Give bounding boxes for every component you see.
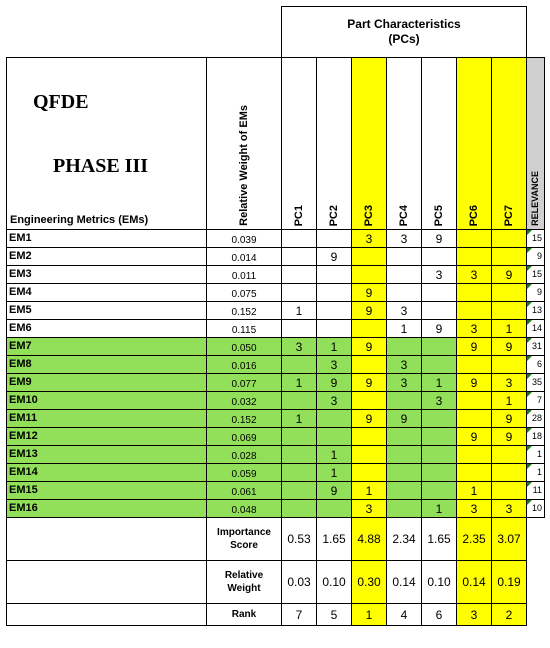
relationship-cell: 3 — [387, 374, 422, 392]
relationship-cell — [492, 446, 527, 464]
relative-weight-value: 0.03 — [282, 561, 317, 604]
relevance-marker — [527, 374, 532, 379]
footer-empty — [527, 561, 545, 604]
relative-weight-header: Relative Weight of EMs — [237, 105, 250, 226]
em-row — [7, 392, 545, 410]
relationship-cell — [282, 446, 317, 464]
em-name: EM10 — [7, 392, 207, 410]
em-weight: 0.039 — [207, 230, 282, 248]
em-name: EM6 — [7, 320, 207, 338]
relationship-cell: 9 — [352, 302, 387, 320]
relationship-cell — [422, 410, 457, 428]
relationship-cell — [422, 356, 457, 374]
footer-blank — [7, 518, 207, 561]
relevance-marker — [527, 302, 532, 307]
relationship-cell: 3 — [457, 320, 492, 338]
rank-value: 1 — [352, 604, 387, 626]
em-name: EM14 — [7, 464, 207, 482]
relationship-cell: 9 — [492, 266, 527, 284]
importance-score-value: 0.53 — [282, 518, 317, 561]
relationship-cell — [352, 446, 387, 464]
relationship-cell: 9 — [352, 284, 387, 302]
pc-label: PC6 — [467, 204, 480, 226]
pc-label: PC4 — [397, 204, 410, 226]
qfde-table — [6, 6, 545, 626]
importance-score-value: 4.88 — [352, 518, 387, 561]
em-name: EM8 — [7, 356, 207, 374]
relevance-cell — [527, 266, 545, 284]
relationship-cell — [352, 356, 387, 374]
relevance-value: 1 — [536, 449, 542, 459]
em-row — [7, 356, 545, 374]
relationship-cell — [457, 302, 492, 320]
relationship-cell: 9 — [492, 428, 527, 446]
relevance-value: 10 — [531, 503, 542, 513]
relative-weight-value: 0.19 — [492, 561, 527, 604]
relationship-cell: 1 — [422, 500, 457, 518]
pc-header-5 — [422, 58, 457, 230]
relationship-cell — [492, 482, 527, 500]
relationship-cell: 1 — [317, 464, 352, 482]
pc-label: PC5 — [432, 204, 445, 226]
em-name: EM16 — [7, 500, 207, 518]
em-name: EM2 — [7, 248, 207, 266]
relevance-cell — [527, 302, 545, 320]
pcs-subtitle: (PCs) — [388, 32, 420, 46]
importance-score-value: 3.07 — [492, 518, 527, 561]
em-row — [7, 338, 545, 356]
relative-weight-value: 0.14 — [387, 561, 422, 604]
relationship-cell — [282, 464, 317, 482]
em-weight: 0.048 — [207, 500, 282, 518]
relationship-cell: 3 — [422, 266, 457, 284]
pc-header-1 — [282, 58, 317, 230]
relationship-cell — [422, 284, 457, 302]
relevance-marker — [527, 446, 532, 451]
relevance-value: 9 — [536, 251, 542, 261]
relationship-cell: 1 — [352, 482, 387, 500]
em-row — [7, 374, 545, 392]
em-weight: 0.014 — [207, 248, 282, 266]
em-weight: 0.077 — [207, 374, 282, 392]
relationship-cell: 1 — [492, 320, 527, 338]
title-cell — [7, 58, 207, 230]
em-name: EM5 — [7, 302, 207, 320]
relevance-value: 11 — [532, 485, 542, 495]
importance-score-value: 1.65 — [317, 518, 352, 561]
em-row — [7, 266, 545, 284]
relevance-marker — [527, 338, 532, 343]
relationship-cell: 1 — [282, 374, 317, 392]
relationship-cell — [282, 500, 317, 518]
em-name: EM12 — [7, 428, 207, 446]
relationship-cell: 1 — [422, 374, 457, 392]
header-row-labels — [7, 58, 545, 230]
em-weight: 0.016 — [207, 356, 282, 374]
engineering-metrics-header: Engineering Metrics (EMs) — [10, 214, 149, 226]
relationship-cell: 3 — [387, 356, 422, 374]
pc-label: PC1 — [292, 204, 305, 226]
relationship-cell — [387, 248, 422, 266]
em-row — [7, 482, 545, 500]
em-row — [7, 500, 545, 518]
relative-weight-header-cell — [207, 58, 282, 230]
relationship-cell — [317, 284, 352, 302]
rank-row — [7, 604, 545, 626]
relationship-cell — [282, 428, 317, 446]
header-row-top — [7, 7, 545, 58]
relationship-cell: 3 — [352, 500, 387, 518]
relevance-value: 1 — [536, 467, 542, 477]
relevance-value: 15 — [531, 233, 542, 243]
qfde-title: QFDE — [33, 91, 89, 113]
relationship-cell: 9 — [352, 338, 387, 356]
relationship-cell — [422, 338, 457, 356]
relationship-cell: 3 — [317, 392, 352, 410]
pc-header-3 — [352, 58, 387, 230]
relationship-cell — [387, 446, 422, 464]
relationship-cell — [317, 320, 352, 338]
blank-corner — [7, 7, 207, 58]
relationship-cell — [457, 446, 492, 464]
rank-value: 7 — [282, 604, 317, 626]
em-name: EM4 — [7, 284, 207, 302]
relevance-cell — [527, 248, 545, 266]
pc-header-4 — [387, 58, 422, 230]
em-row — [7, 302, 545, 320]
relationship-cell: 1 — [457, 482, 492, 500]
relevance-cell — [527, 356, 545, 374]
relationship-cell — [457, 464, 492, 482]
pc-label: PC3 — [362, 204, 375, 226]
relevance-marker — [527, 230, 532, 235]
relative-weight-value: 0.10 — [422, 561, 457, 604]
em-name: EM3 — [7, 266, 207, 284]
relevance-marker — [527, 284, 532, 289]
em-weight: 0.115 — [207, 320, 282, 338]
relevance-marker — [527, 428, 532, 433]
relationship-cell: 1 — [317, 338, 352, 356]
relationship-cell — [352, 320, 387, 338]
rank-value: 6 — [422, 604, 457, 626]
relationship-cell — [422, 248, 457, 266]
relationship-cell: 3 — [492, 500, 527, 518]
importance-score-row — [7, 518, 545, 561]
relevance-cell — [527, 320, 545, 338]
pc-label: PC7 — [502, 204, 515, 226]
relationship-cell: 9 — [317, 374, 352, 392]
relationship-cell — [352, 266, 387, 284]
relationship-cell — [387, 482, 422, 500]
relevance-cell — [527, 338, 545, 356]
pc-label: PC2 — [327, 204, 340, 226]
relationship-cell — [387, 392, 422, 410]
relevance-marker — [527, 464, 532, 469]
relevance-value: 28 — [531, 413, 542, 423]
relationship-cell — [492, 464, 527, 482]
relationship-cell — [282, 248, 317, 266]
relevance-cell — [527, 446, 545, 464]
relevance-cell — [527, 428, 545, 446]
relationship-cell — [492, 284, 527, 302]
relationship-cell: 1 — [492, 392, 527, 410]
em-weight: 0.032 — [207, 392, 282, 410]
relevance-cell — [527, 392, 545, 410]
relationship-cell — [422, 464, 457, 482]
relative-weight-row — [7, 561, 545, 604]
relationship-cell — [317, 500, 352, 518]
importance-score-value: 2.34 — [387, 518, 422, 561]
importance-score-label: Importance Score — [207, 518, 282, 561]
relevance-cell — [527, 284, 545, 302]
relationship-cell: 9 — [457, 338, 492, 356]
em-name: EM1 — [7, 230, 207, 248]
rank-value: 5 — [317, 604, 352, 626]
em-name: EM7 — [7, 338, 207, 356]
relationship-cell — [422, 302, 457, 320]
em-row — [7, 230, 545, 248]
relationship-cell — [282, 482, 317, 500]
relationship-cell: 9 — [387, 410, 422, 428]
em-row — [7, 464, 545, 482]
relationship-cell: 3 — [492, 374, 527, 392]
rank-value: 4 — [387, 604, 422, 626]
part-characteristics-title: Part Characteristics — [347, 17, 461, 31]
relevance-cell — [527, 230, 545, 248]
relative-weight-value: 0.10 — [317, 561, 352, 604]
relationship-cell — [387, 464, 422, 482]
relationship-cell — [492, 356, 527, 374]
em-weight: 0.059 — [207, 464, 282, 482]
relationship-cell: 9 — [422, 230, 457, 248]
relationship-cell: 9 — [492, 410, 527, 428]
rank-value: 2 — [492, 604, 527, 626]
em-row — [7, 410, 545, 428]
relevance-cell — [527, 374, 545, 392]
relevance-value: 15 — [531, 269, 542, 279]
relationship-cell — [352, 392, 387, 410]
relationship-cell — [457, 356, 492, 374]
relationship-cell — [422, 428, 457, 446]
relevance-marker — [527, 248, 532, 253]
relevance-cell — [527, 482, 545, 500]
relative-weight-value: 0.14 — [457, 561, 492, 604]
relationship-cell — [282, 392, 317, 410]
rank-label: Rank — [207, 604, 282, 626]
relevance-marker — [527, 266, 532, 271]
rank-value: 3 — [457, 604, 492, 626]
relevance-value: 35 — [531, 377, 542, 387]
relationship-cell — [457, 230, 492, 248]
relevance-header: RELEVANCE — [530, 171, 540, 226]
relevance-marker — [527, 500, 532, 505]
em-name: EM13 — [7, 446, 207, 464]
relationship-cell — [387, 500, 422, 518]
relationship-cell — [352, 428, 387, 446]
relationship-cell — [282, 284, 317, 302]
relationship-cell: 3 — [457, 500, 492, 518]
relationship-cell — [457, 410, 492, 428]
relationship-cell: 1 — [387, 320, 422, 338]
em-row — [7, 248, 545, 266]
relevance-cell — [527, 464, 545, 482]
relationship-cell — [387, 428, 422, 446]
relationship-cell: 9 — [422, 320, 457, 338]
relevance-marker — [527, 410, 532, 415]
relationship-cell: 9 — [352, 374, 387, 392]
relative-weight-value: 0.30 — [352, 561, 387, 604]
relationship-cell: 9 — [457, 428, 492, 446]
relationship-cell — [422, 446, 457, 464]
em-row — [7, 320, 545, 338]
relationship-cell: 3 — [387, 230, 422, 248]
relationship-cell: 3 — [422, 392, 457, 410]
part-characteristics-header — [282, 7, 527, 58]
relationship-cell — [282, 320, 317, 338]
relevance-value: 18 — [531, 431, 542, 441]
relationship-cell — [282, 356, 317, 374]
relationship-cell — [457, 284, 492, 302]
relationship-cell: 9 — [457, 374, 492, 392]
em-row — [7, 284, 545, 302]
footer-empty — [527, 518, 545, 561]
relationship-cell — [317, 302, 352, 320]
phase-title: PHASE III — [53, 155, 149, 177]
relationship-cell — [492, 230, 527, 248]
relevance-value: 7 — [536, 395, 542, 405]
relevance-value: 9 — [536, 287, 542, 297]
footer-blank — [7, 604, 207, 626]
relationship-cell — [317, 266, 352, 284]
relevance-marker — [527, 482, 532, 487]
relationship-cell — [422, 482, 457, 500]
relationship-cell — [457, 248, 492, 266]
footer-blank — [7, 561, 207, 604]
relationship-cell — [352, 248, 387, 266]
relationship-cell — [387, 338, 422, 356]
relationship-cell: 3 — [387, 302, 422, 320]
pc-header-2 — [317, 58, 352, 230]
relevance-marker — [527, 392, 532, 397]
em-weight: 0.075 — [207, 284, 282, 302]
relevance-cell — [527, 500, 545, 518]
relevance-value: 14 — [531, 323, 542, 333]
relationship-cell — [387, 266, 422, 284]
blank-corner-3 — [527, 7, 545, 58]
importance-score-value: 1.65 — [422, 518, 457, 561]
em-weight: 0.050 — [207, 338, 282, 356]
relationship-cell — [457, 392, 492, 410]
relationship-cell — [282, 230, 317, 248]
footer-empty — [527, 604, 545, 626]
importance-score-value: 2.35 — [457, 518, 492, 561]
relevance-value: 31 — [531, 341, 542, 351]
relationship-cell — [317, 410, 352, 428]
em-weight: 0.011 — [207, 266, 282, 284]
em-weight: 0.152 — [207, 302, 282, 320]
pc-header-7 — [492, 58, 527, 230]
relationship-cell: 1 — [317, 446, 352, 464]
relevance-marker — [527, 320, 532, 325]
relationship-cell: 3 — [457, 266, 492, 284]
em-row — [7, 428, 545, 446]
em-name: EM15 — [7, 482, 207, 500]
relevance-value: 6 — [536, 359, 542, 369]
em-weight: 0.069 — [207, 428, 282, 446]
em-weight: 0.061 — [207, 482, 282, 500]
relationship-cell — [492, 302, 527, 320]
blank-corner-2 — [207, 7, 282, 58]
em-name: EM11 — [7, 410, 207, 428]
relationship-cell: 3 — [282, 338, 317, 356]
relationship-cell: 9 — [317, 482, 352, 500]
relationship-cell: 9 — [492, 338, 527, 356]
relationship-cell: 1 — [282, 302, 317, 320]
relationship-cell: 3 — [317, 356, 352, 374]
em-name: EM9 — [7, 374, 207, 392]
em-weight: 0.152 — [207, 410, 282, 428]
relationship-cell: 9 — [317, 248, 352, 266]
pc-header-6 — [457, 58, 492, 230]
relationship-cell — [352, 464, 387, 482]
relevance-marker — [527, 356, 532, 361]
relationship-cell — [282, 266, 317, 284]
relationship-cell: 3 — [352, 230, 387, 248]
relevance-header-cell — [527, 58, 545, 230]
em-row — [7, 446, 545, 464]
relationship-cell: 9 — [352, 410, 387, 428]
relationship-cell: 1 — [282, 410, 317, 428]
relationship-cell — [492, 248, 527, 266]
relative-weight-label: Relative Weight — [207, 561, 282, 604]
em-weight: 0.028 — [207, 446, 282, 464]
relevance-cell — [527, 410, 545, 428]
relationship-cell — [317, 428, 352, 446]
relevance-value: 13 — [531, 305, 542, 315]
relationship-cell — [387, 284, 422, 302]
relationship-cell — [317, 230, 352, 248]
